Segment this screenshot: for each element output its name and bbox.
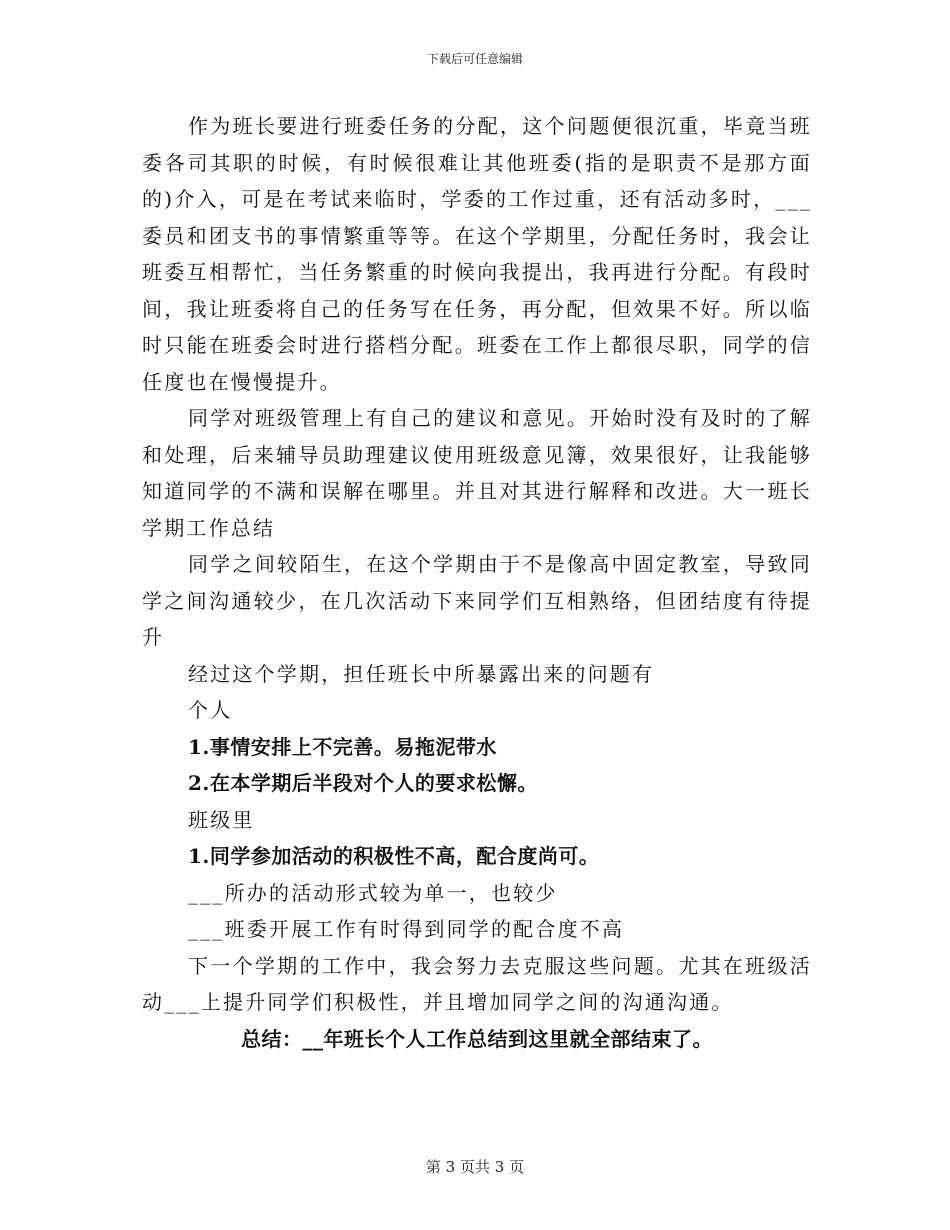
heading-personal: 个人 — [188, 698, 233, 722]
list-item-personal-1: 1.事情安排上不完善。易拖泥带水 — [188, 734, 497, 759]
list-item-class-1: 1.同学参加活动的积极性不高，配合度尚可。 — [188, 844, 600, 868]
paragraph-class-feedback: 同学对班级管理上有自己的建议和意见。开始时没有及时的了解和处理，后来辅导员助理建议使用班级意见簿，效果很好，让我能够知道同学的不满和误解在哪里。并且对其进行解释和改进。大一班长学期工作总结 — [142, 406, 812, 540]
heading-class: 班级里 — [188, 807, 255, 832]
paragraph-next-term: 下一个学期的工作中，我会努力去克服这些问题。尤其在班级活动___上提升同学们积极性，并且增加同学之间的沟通沟通。 — [142, 953, 812, 1014]
paragraph-task-assignment: 作为班长要进行班委任务的分配，这个问题便很沉重，毕竟当班委各司其职的时候，有时候很难让其他班委(指的是职责不是那方面的)介入，可是在考试来临时，学委的工作过重，还有活动多时，___委员和团支书的事情繁重等等。在这个学期里，分配任务时，我会让班委互相帮忙，当任务繁重的时候向我提出，我再进行分配。有段时间，我让班委将自己的任务写在任务，再分配，但效果不好。所以临时只能在班委会时进行搭档分配。班委在工作上都很尽职，同学的信任度也在慢慢提升。 — [142, 114, 812, 394]
paragraph-problems-intro: 经过这个学期，担任班长中所暴露出来的问题有 — [188, 661, 655, 686]
conclusion-line: 总结：__年班长个人工作总结到这里就全部结束了。 — [241, 1026, 713, 1051]
list-item-class-3: ___班委开展工作有时得到同学的配合度不高 — [188, 917, 625, 941]
paragraph-classmates: 同学之间较陌生，在这个学期由于不是像高中固定教室，导致同学之间沟通较少，在几次活动下来同学们互相熟络，但团结度有待提升 — [142, 552, 812, 649]
page-footer: 第 3 页共 3 页 — [425, 1158, 525, 1176]
document-body — [142, 108, 812, 1057]
list-item-personal-2: 2.在本学期后半段对个人的要求松懈。 — [188, 771, 538, 795]
page-header: 下载后可任意编辑 — [426, 52, 523, 66]
list-item-class-2: ___所办的活动形式较为单一，也较少 — [188, 880, 558, 905]
